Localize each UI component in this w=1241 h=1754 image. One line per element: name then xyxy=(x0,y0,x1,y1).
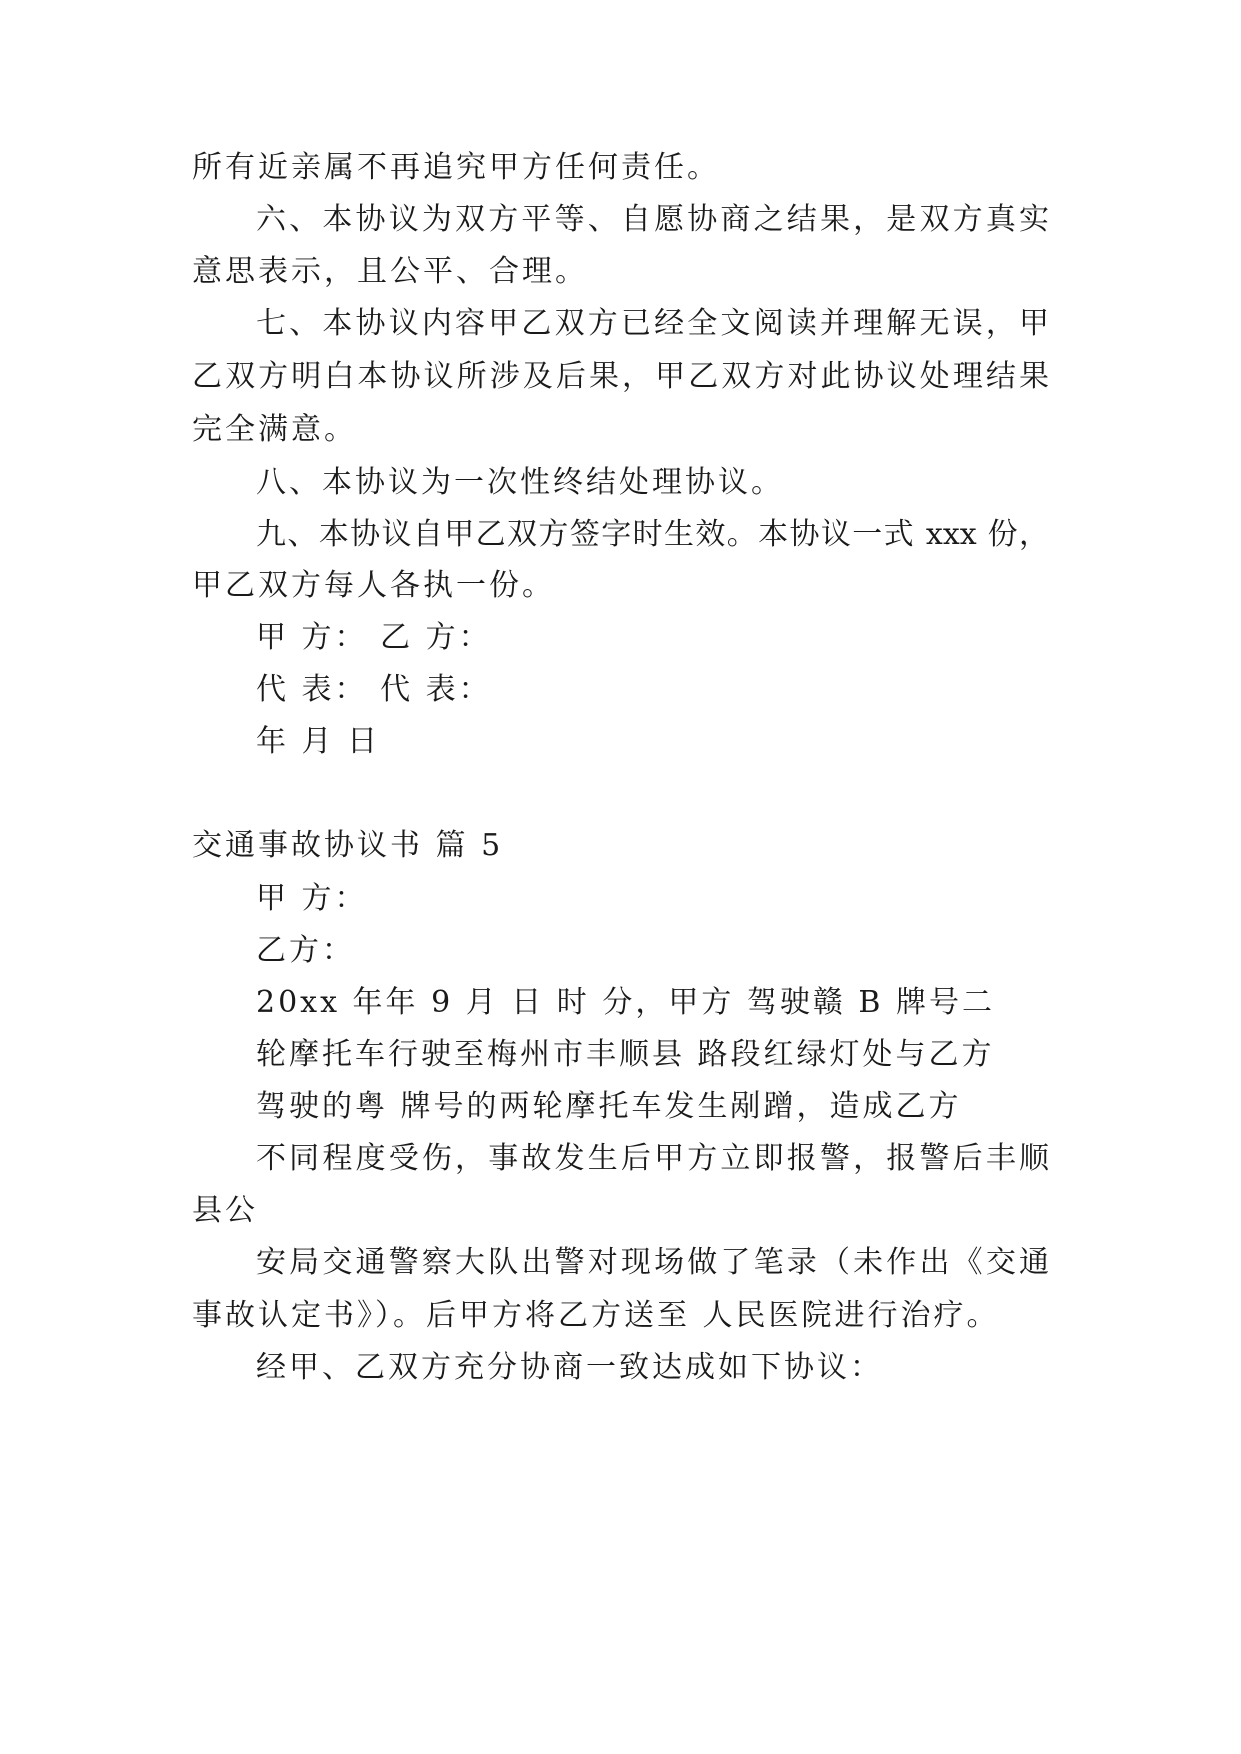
signature-date-line: 年 月 日 xyxy=(256,724,381,759)
text-line: 六、本协议为双方平等、自愿协商之结果，是双方真实 xyxy=(256,202,1049,237)
text-line: 安局交通警察大队出警对现场做了笔录（未作出《交通 xyxy=(256,1245,1049,1280)
text-line: 九、本协议自甲乙双方签字时生效。本协议一式 xxx 份， xyxy=(256,517,1049,552)
text-line: 驾驶的粤 牌号的两轮摩托车发生剐蹭，造成乙方 xyxy=(256,1089,962,1124)
text-line: 所有近亲属不再追究甲方任何责任。 xyxy=(192,150,720,185)
text-line: 事故认定书》）。后甲方将乙方送至 人民医院进行治疗。 xyxy=(192,1298,1000,1333)
section-heading: 交通事故协议书 篇 5 xyxy=(192,828,504,863)
text-line: 县公 xyxy=(192,1193,258,1228)
text-line: 八、本协议为一次性终结处理协议。 xyxy=(256,465,784,500)
text-line: 不同程度受伤，事故发生后甲方立即报警，报警后丰顺 xyxy=(256,1141,1049,1176)
text-line: 意思表示，且公平、合理。 xyxy=(192,254,588,289)
party-b-line: 乙方： xyxy=(256,933,355,968)
text-line: 甲乙双方每人各执一份。 xyxy=(192,568,555,603)
text-line: 轮摩托车行驶至梅州市丰顺县 路段红绿灯处与乙方 xyxy=(256,1037,995,1072)
signature-party-line: 甲 方： 乙 方： xyxy=(256,620,492,655)
party-a-line: 甲 方： xyxy=(256,881,368,916)
text-line: 七、本协议内容甲乙双方已经全文阅读并理解无误，甲 xyxy=(256,306,1049,341)
signature-representative-line: 代 表： 代 表： xyxy=(256,672,492,707)
text-line: 经甲、乙双方充分协商一致达成如下协议： xyxy=(256,1350,883,1385)
text-line: 完全满意。 xyxy=(192,412,357,447)
text-line: 20xx 年年 9 月 日 时 分，甲方 驾驶赣 B 牌号二 xyxy=(256,985,995,1020)
text-line: 乙双方明白本协议所涉及后果，甲乙双方对此协议处理结果 xyxy=(192,359,1049,394)
